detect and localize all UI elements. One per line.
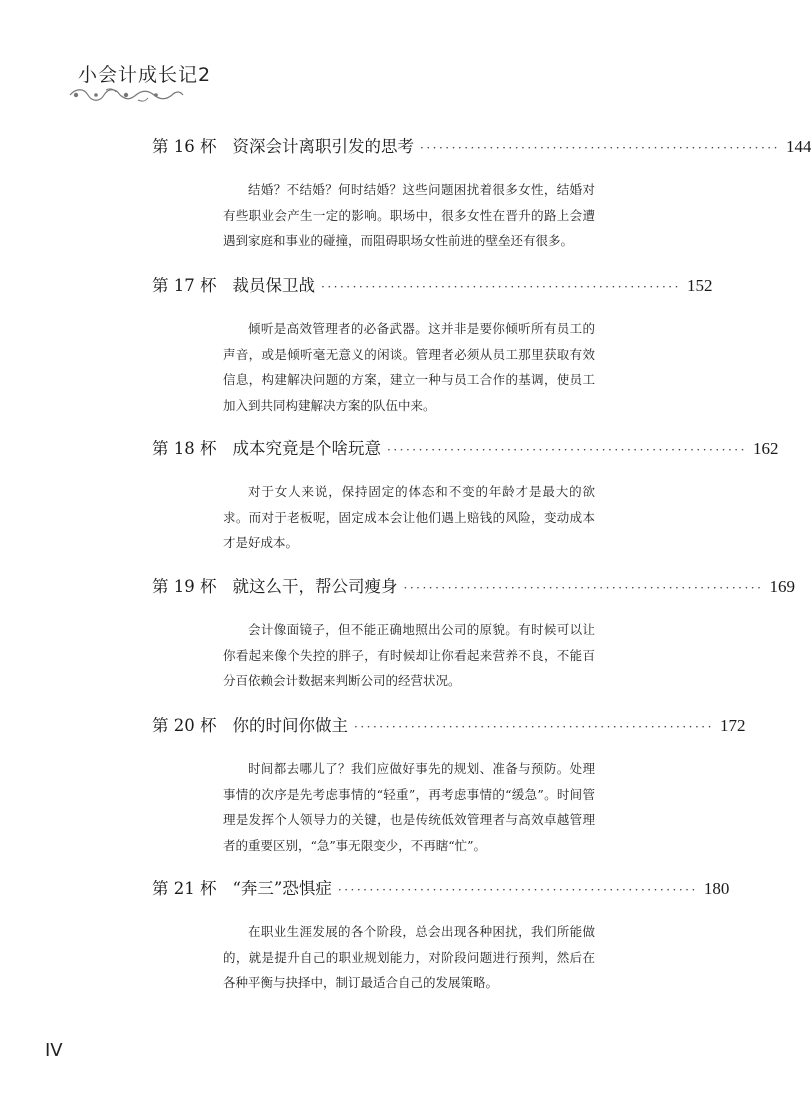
entry-page-number[interactable]: 180 xyxy=(703,879,730,898)
leader-dots: ························································· xyxy=(420,141,780,155)
entry-description: 会计像面镜子，但不能正确地照出公司的原貌。有时候可以让你看起来像个失控的胖子，有时候却让你看起来营养不良，不能百分百依赖会计数据来判断公司的经营状况。 xyxy=(223,622,595,688)
toc-entry[interactable] xyxy=(152,573,795,694)
entry-number: 第 20 杯 xyxy=(152,716,217,735)
entry-description: 时间都去哪儿了？我们应做好事先的规划、准备与预防。处理事情的次序是先考虑事情的“轻重”，再考虑事情的“缓急”。时间管理是发挥个人领导力的关键，也是传统低效管理者与高效卓越管理者的重要区别，“急”事无限变少，不再瞎“忙”。 xyxy=(223,761,595,853)
toc-entry[interactable] xyxy=(152,272,713,418)
page-number: IV xyxy=(45,1040,63,1061)
toc-entry[interactable] xyxy=(152,435,779,556)
leader-dots: ························································· xyxy=(321,280,681,294)
leader-dots: ························································· xyxy=(403,581,764,595)
entry-number: 第 16 杯 xyxy=(152,137,217,156)
entry-description: 对于女人来说，保持固定的体态和不变的年龄才是最大的欲求。而对于老板呢，固定成本会让他们遇上赔钱的风险，变动成本才是好成本。 xyxy=(223,484,595,550)
entry-number: 第 19 杯 xyxy=(152,577,217,596)
toc-entry[interactable] xyxy=(152,712,746,858)
entry-title[interactable]: 你的时间你做主 xyxy=(232,716,348,735)
entry-title[interactable]: 裁员保卫战 xyxy=(232,276,315,295)
entry-title[interactable]: 资深会计离职引发的思考 xyxy=(232,137,414,156)
entry-number: 第 17 杯 xyxy=(152,276,217,295)
ornament-divider-icon xyxy=(66,86,186,104)
book-title: 小会计成长记2 xyxy=(78,64,212,86)
entry-page-number[interactable]: 172 xyxy=(719,716,746,735)
entry-page-number[interactable]: 162 xyxy=(752,439,779,458)
entry-page-number[interactable]: 152 xyxy=(686,276,713,295)
leader-dots: ························································· xyxy=(387,443,747,457)
entry-page-number[interactable]: 169 xyxy=(769,577,795,596)
entry-description: 在职业生涯发展的各个阶段，总会出现各种困扰，我们所能做的，就是提升自己的职业规划能力，对阶段问题进行预判，然后在各种平衡与抉择中，制订最适合自己的发展策略。 xyxy=(223,924,595,990)
entry-title[interactable]: 就这么干，帮公司瘦身 xyxy=(232,577,398,596)
entry-number: 第 21 杯 xyxy=(152,879,217,898)
leader-dots: ························································· xyxy=(354,720,714,734)
toc-entry[interactable] xyxy=(152,875,730,996)
entry-title[interactable]: “奔三”恐惧症 xyxy=(232,879,332,898)
leader-dots: ························································· xyxy=(337,883,698,897)
toc-entry[interactable] xyxy=(152,133,811,254)
entry-description: 倾听是高效管理者的必备武器。这并非是要你倾听所有员工的声音，或是倾听毫无意义的闲谈。管理者必须从员工那里获取有效信息，构建解决问题的方案，建立一种与员工合作的基调，使员工加入到共同构建解决方案的队伍中来。 xyxy=(223,321,595,413)
entry-page-number[interactable]: 144 xyxy=(785,137,811,156)
entry-title[interactable]: 成本究竟是个啥玩意 xyxy=(232,439,381,458)
entry-description: 结婚？不结婚？何时结婚？这些问题困扰着很多女性，结婚对有些职业会产生一定的影响。职场中，很多女性在晋升的路上会遭遇到家庭和事业的碰撞，而阻碍职场女性前进的壁垒还有很多。 xyxy=(223,182,595,248)
entry-number: 第 18 杯 xyxy=(152,439,217,458)
